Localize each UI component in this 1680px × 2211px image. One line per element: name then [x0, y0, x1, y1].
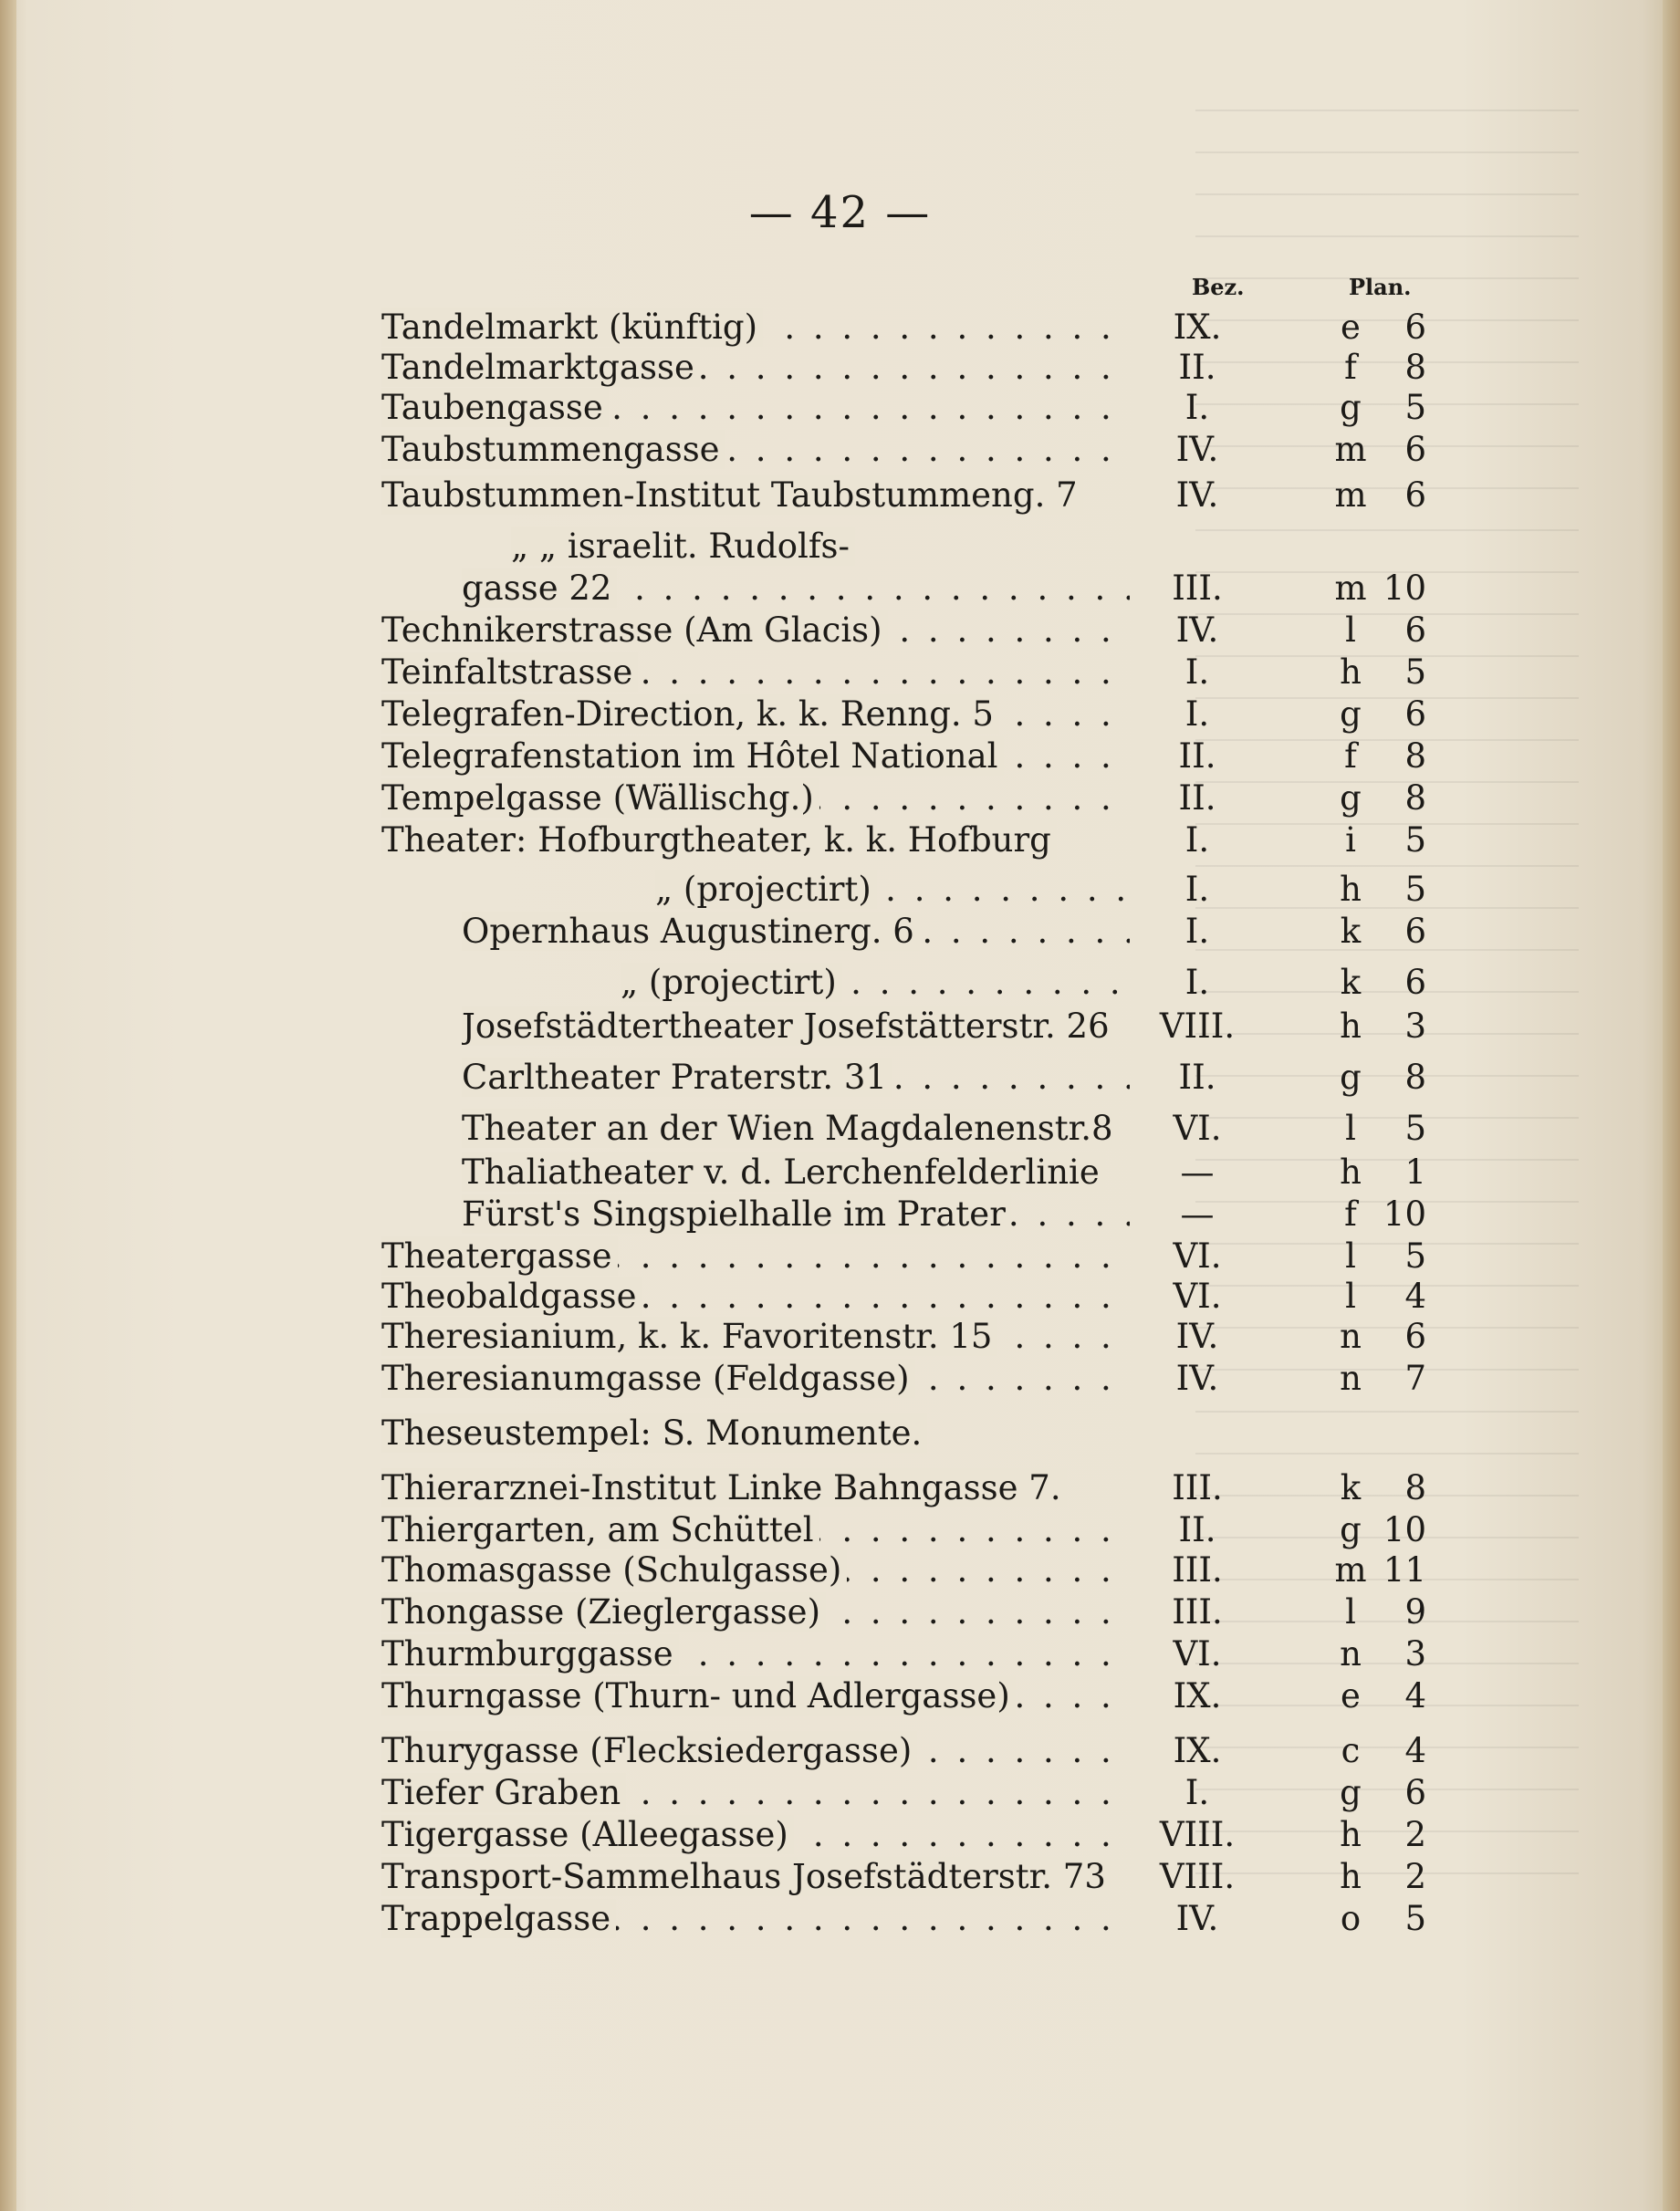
entry-name: Tiefer Graben [381, 1773, 626, 1812]
entry-name: Theobaldgasse [381, 1277, 642, 1316]
entry-plan-letter: f [1344, 348, 1357, 387]
index-entry [0, 777, 1680, 819]
entry-name: „ „ israelit. Rudolfs- [511, 527, 855, 566]
entry-bezirk: I. [1184, 652, 1210, 692]
entry-plan-letter: n [1340, 1634, 1362, 1674]
entry-plan-letter: m [1334, 1550, 1367, 1590]
entry-bezirk: III. [1172, 1468, 1223, 1507]
entry-name: Tigergasse (Alleegasse) [381, 1815, 794, 1854]
entry-name: Taubstummengasse [381, 430, 725, 469]
index-entry [0, 1591, 1680, 1633]
index-entry [0, 911, 1680, 953]
entry-name: Theater an der Wien Magdalenenstr.8 [462, 1109, 1119, 1148]
entry-plan-number: 6 [1404, 610, 1426, 650]
entry-plan-letter: n [1340, 1317, 1362, 1356]
entry-bezirk: III. [1172, 1592, 1223, 1632]
entry-name: Thaliatheater v. d. Lerchenfelderlinie [462, 1152, 1105, 1192]
index-entry [0, 347, 1680, 389]
entry-name: Josefstädtertheater Josefstätterstr. 26 [462, 1006, 1115, 1046]
entry-bezirk: II. [1178, 736, 1216, 776]
entry-name: Opernhaus Augustinerg. 6 [462, 912, 920, 951]
entry-plan-number: 10 [1383, 1510, 1426, 1549]
index-entry [0, 475, 1680, 516]
entry-bezirk: VI. [1173, 1236, 1222, 1276]
entry-plan-letter: f [1344, 736, 1357, 776]
entry-plan-letter: k [1340, 912, 1362, 951]
entry-bezirk: I. [1184, 1773, 1210, 1812]
entry-plan-number: 6 [1404, 430, 1426, 469]
entry-name: Tandelmarkt (künftig) [381, 308, 763, 347]
entry-bezirk: IV. [1175, 610, 1219, 650]
entry-bezirk: III. [1172, 1550, 1223, 1590]
entry-plan-number: 9 [1404, 1592, 1426, 1632]
index-entry [0, 1108, 1680, 1150]
entry-plan-letter: c [1341, 1731, 1361, 1770]
entry-plan-number: 6 [1404, 1317, 1426, 1356]
index-entry [0, 429, 1680, 471]
index-entry [0, 1772, 1680, 1814]
entry-plan-letter: k [1340, 1468, 1362, 1507]
entry-name: Transport-Sammelhaus Josefstädterstr. 73 [381, 1857, 1111, 1896]
entry-bezirk: IV. [1175, 1359, 1219, 1398]
index-entry [0, 869, 1680, 911]
entry-name: Carltheater Praterstr. 31 [462, 1058, 892, 1097]
entry-bezirk: IV. [1175, 1317, 1219, 1356]
entry-plan-number: 6 [1404, 694, 1426, 734]
entry-plan-letter: l [1345, 1592, 1356, 1632]
index-entry [0, 1675, 1680, 1717]
entry-plan-letter: g [1340, 388, 1362, 427]
entry-plan-number: 4 [1404, 1676, 1426, 1716]
entry-name: Theresianumgasse (Feldgasse) [381, 1359, 915, 1398]
entry-bezirk: VI. [1173, 1634, 1222, 1674]
entry-name: „ (projectirt) [655, 870, 877, 909]
index-entry [0, 1358, 1680, 1400]
index-entry [0, 1057, 1680, 1099]
entry-name: Theresianium, k. k. Favoritenstr. 15 [381, 1317, 997, 1356]
index-entry [0, 962, 1680, 1004]
index-entry [0, 307, 1680, 349]
entry-name: Tempelgasse (Wällischg.) [381, 778, 819, 818]
index-entry [0, 610, 1680, 652]
entry-bezirk: I. [1184, 912, 1210, 951]
entry-bezirk: IV. [1175, 1899, 1219, 1938]
index-entry [0, 1276, 1680, 1318]
index-entry [0, 1856, 1680, 1898]
entry-name: Thurngasse (Thurn- und Adlergasse) [381, 1676, 1016, 1716]
entry-plan-number: 8 [1404, 736, 1426, 776]
entry-plan-letter: e [1341, 1676, 1361, 1716]
entry-bezirk: II. [1178, 1058, 1216, 1097]
index-entry [0, 1194, 1680, 1236]
entry-name: gasse 22 [462, 568, 617, 608]
index-entry [0, 1006, 1680, 1048]
entry-plan-letter: o [1340, 1899, 1362, 1938]
entry-plan-letter: e [1341, 308, 1361, 347]
index-entry [0, 735, 1680, 777]
entry-plan-number: 3 [1404, 1006, 1426, 1046]
entry-name: Thierarznei-Institut Linke Bahngasse 7. [381, 1468, 1067, 1507]
entry-plan-letter: g [1340, 778, 1362, 818]
entry-plan-letter: g [1340, 694, 1362, 734]
entry-name: Trappelgasse [381, 1899, 616, 1938]
index-entry [0, 1236, 1680, 1278]
entry-plan-number: 1 [1404, 1152, 1426, 1192]
entry-plan-letter: h [1340, 1152, 1362, 1192]
entry-bezirk: I. [1184, 963, 1210, 1002]
index-entry [0, 1152, 1680, 1194]
entry-plan-letter: g [1340, 1058, 1362, 1097]
entry-bezirk: I. [1184, 870, 1210, 909]
entry-bezirk: VIII. [1159, 1815, 1236, 1854]
entry-name: Thurmburggasse [381, 1634, 679, 1674]
index-entry [0, 1316, 1680, 1358]
entry-plan-number: 3 [1404, 1634, 1426, 1674]
index-entry [0, 819, 1680, 861]
entry-plan-letter: h [1340, 1815, 1362, 1854]
entry-bezirk: VIII. [1159, 1006, 1236, 1046]
entry-bezirk: II. [1178, 348, 1216, 387]
page-number: — 42 — [748, 187, 932, 238]
entry-plan-number: 6 [1404, 1773, 1426, 1812]
entry-plan-number: 4 [1404, 1277, 1426, 1316]
entry-plan-number: 8 [1404, 778, 1426, 818]
index-entry [0, 526, 1680, 568]
entry-plan-letter: m [1334, 475, 1367, 515]
entry-plan-number: 6 [1404, 475, 1426, 515]
entry-name: Thiergarten, am Schüttel [381, 1510, 819, 1549]
entry-plan-number: 5 [1404, 870, 1426, 909]
entry-plan-number: 7 [1404, 1359, 1426, 1398]
index-entry [0, 1730, 1680, 1772]
entry-bezirk: — [1180, 1152, 1215, 1192]
index-entry [0, 1633, 1680, 1675]
entry-name: Thongasse (Zieglergasse) [381, 1592, 826, 1632]
entry-bezirk: I. [1184, 694, 1210, 734]
entry-name: Fürst's Singspielhalle im Prater [462, 1194, 1011, 1234]
entry-plan-letter: m [1334, 568, 1367, 608]
entry-plan-number: 6 [1404, 963, 1426, 1002]
entry-bezirk: II. [1178, 1510, 1216, 1549]
index-entry [0, 1898, 1680, 1940]
entry-plan-letter: l [1345, 1109, 1356, 1148]
index-entry [0, 694, 1680, 735]
entry-plan-number: 5 [1404, 1899, 1426, 1938]
entry-plan-number: 6 [1404, 308, 1426, 347]
entry-plan-letter: m [1334, 430, 1367, 469]
entry-plan-letter: h [1340, 652, 1362, 692]
entry-plan-letter: f [1344, 1194, 1357, 1234]
entry-name: Thurygasse (Flecksiedergasse) [381, 1731, 917, 1770]
entry-plan-letter: h [1340, 1006, 1362, 1046]
index-entry [0, 652, 1680, 694]
entry-bezirk: IX. [1173, 1731, 1222, 1770]
entry-plan-number: 2 [1404, 1857, 1426, 1896]
entry-plan-letter: i [1345, 820, 1356, 860]
entry-plan-number: 5 [1404, 820, 1426, 860]
entry-bezirk: VI. [1173, 1277, 1222, 1316]
entry-plan-letter: g [1340, 1773, 1362, 1812]
entry-plan-letter: n [1340, 1359, 1362, 1398]
entry-bezirk: VI. [1173, 1109, 1222, 1148]
entry-plan-letter: g [1340, 1510, 1362, 1549]
entry-plan-number: 8 [1404, 1058, 1426, 1097]
entry-plan-number: 5 [1404, 1109, 1426, 1148]
entry-plan-number: 11 [1383, 1550, 1426, 1590]
entry-plan-letter: h [1340, 1857, 1362, 1896]
entry-plan-number: 5 [1404, 652, 1426, 692]
entry-name: Telegrafen-Direction, k. k. Renng. 5 [381, 694, 999, 734]
entry-bezirk: III. [1172, 568, 1223, 608]
entry-name: Technikerstrasse (Am Glacis) [381, 610, 888, 650]
entry-bezirk: VIII. [1159, 1857, 1236, 1896]
entry-bezirk: II. [1178, 778, 1216, 818]
index-entry [0, 1814, 1680, 1856]
entry-plan-letter: k [1340, 963, 1362, 1002]
entry-plan-letter: h [1340, 870, 1362, 909]
entry-name: Theater: Hofburgtheater, k. k. Hofburg [381, 820, 1057, 860]
entry-name: Taubengasse [381, 388, 609, 427]
entry-plan-number: 10 [1383, 1194, 1426, 1234]
entry-plan-number: 2 [1404, 1815, 1426, 1854]
entry-bezirk: I. [1184, 388, 1210, 427]
index-entry [0, 1549, 1680, 1591]
index-entry [0, 387, 1680, 429]
index-entry [0, 1467, 1680, 1509]
index-entry [0, 1509, 1680, 1551]
column-header-plan: Plan. [1349, 274, 1412, 300]
entry-name: Theatergasse [381, 1236, 618, 1276]
entry-bezirk: I. [1184, 820, 1210, 860]
index-entry [0, 568, 1680, 610]
entry-name: Teinfaltstrasse [381, 652, 638, 692]
entry-name: Thomasgasse (Schulgasse) [381, 1550, 847, 1590]
entry-plan-letter: l [1345, 610, 1356, 650]
entry-plan-letter: l [1345, 1236, 1356, 1276]
index-entry [0, 1413, 1680, 1455]
entry-name: „ (projectirt) [621, 963, 842, 1002]
entry-bezirk: IV. [1175, 430, 1219, 469]
entry-plan-number: 8 [1404, 348, 1426, 387]
entry-bezirk: IV. [1175, 475, 1219, 515]
entry-plan-number: 5 [1404, 388, 1426, 427]
entry-name: Theseustempel: S. Monumente. [381, 1413, 927, 1453]
entry-name: Tandelmarktgasse [381, 348, 700, 387]
column-header-bezirk: Bez. [1192, 274, 1245, 300]
entry-plan-number: 6 [1404, 912, 1426, 951]
entry-bezirk: IX. [1173, 1676, 1222, 1716]
entry-bezirk: IX. [1173, 308, 1222, 347]
entry-bezirk: — [1180, 1194, 1215, 1234]
entry-name: Taubstummen-Institut Taubstummeng. 7 [381, 475, 1083, 515]
entry-name: Telegrafenstation im Hôtel National [381, 736, 1004, 776]
entry-plan-number: 8 [1404, 1468, 1426, 1507]
entry-plan-letter: l [1345, 1277, 1356, 1316]
entry-plan-number: 5 [1404, 1236, 1426, 1276]
entry-plan-number: 4 [1404, 1731, 1426, 1770]
entry-plan-number: 10 [1383, 568, 1426, 608]
